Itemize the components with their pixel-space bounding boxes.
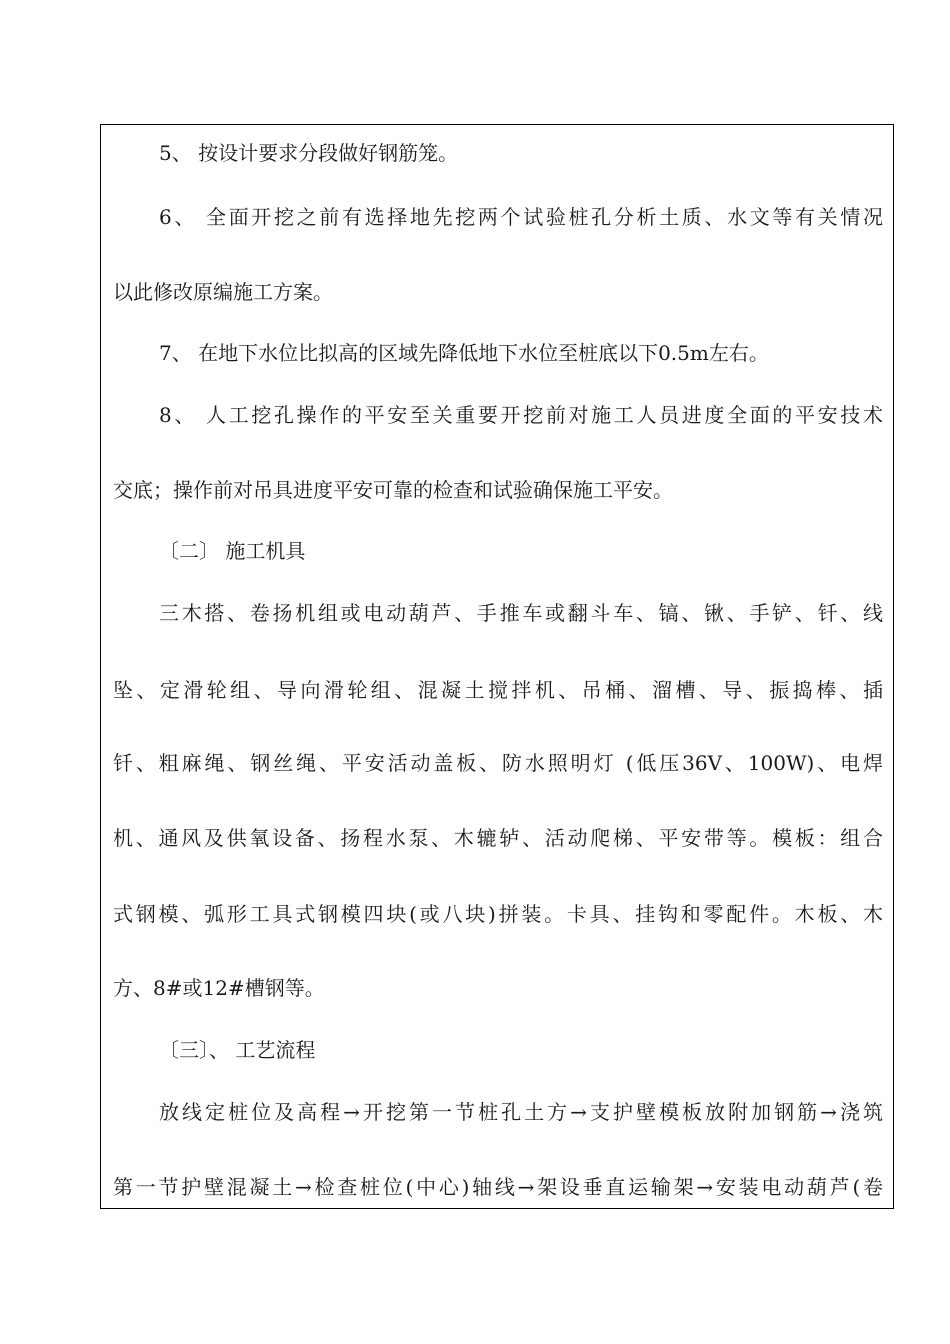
- tools-line-2: 坠、定滑轮组、导向滑轮组、混凝土搅拌机、吊桶、溜槽、导、振捣棒、插: [113, 678, 883, 702]
- section-heading-tools: 〔二〕 施工机具: [159, 539, 306, 563]
- tools-line-5: 式钢模、弧形工具式钢模四块(或八块)拼装。卡具、挂钩和零配件。木板、木: [113, 902, 883, 926]
- item-5: 5、 按设计要求分段做好钢筋笼。: [159, 141, 459, 165]
- tools-line-4: 机、通风及供氧设备、扬程水泵、木辘轳、活动爬梯、平安带等。模板：组合: [113, 826, 883, 850]
- item-7: 7、 在地下水位比拟高的区域先降低地下水位至桩底以下0.5m左右。: [159, 341, 769, 365]
- item-6-line-1: 6、 全面开挖之前有选择地先挖两个试验桩孔分析土质、水文等有关情况: [159, 205, 883, 229]
- tools-line-3: 钎、粗麻绳、钢丝绳、平安活动盖板、防水照明灯 (低压36V、100W)、电焊: [113, 751, 883, 775]
- process-line-2: 第一节护壁混凝土→检查桩位(中心)轴线→架设垂直运输架→安装电动葫芦(卷: [113, 1175, 883, 1199]
- document-frame: [100, 124, 894, 1209]
- process-line-1: 放线定桩位及高程→开挖第一节桩孔土方→支护壁模板放附加钢筋→浇筑: [159, 1100, 883, 1124]
- item-8-line-2: 交底；操作前对吊具进度平安可靠的检查和试验确保施工平安。: [113, 478, 673, 502]
- tools-line-1: 三木搭、卷扬机组或电动葫芦、手推车或翻斗车、镐、锹、手铲、钎、线: [159, 601, 883, 625]
- section-heading-process: 〔三〕、 工艺流程: [159, 1038, 316, 1062]
- item-6-line-2: 以此修改原编施工方案。: [113, 280, 333, 304]
- item-8-line-1: 8、 人工挖孔操作的平安至关重要开挖前对施工人员进度全面的平安技术: [159, 403, 883, 427]
- tools-line-6: 方、8#或12#槽钢等。: [113, 976, 325, 1000]
